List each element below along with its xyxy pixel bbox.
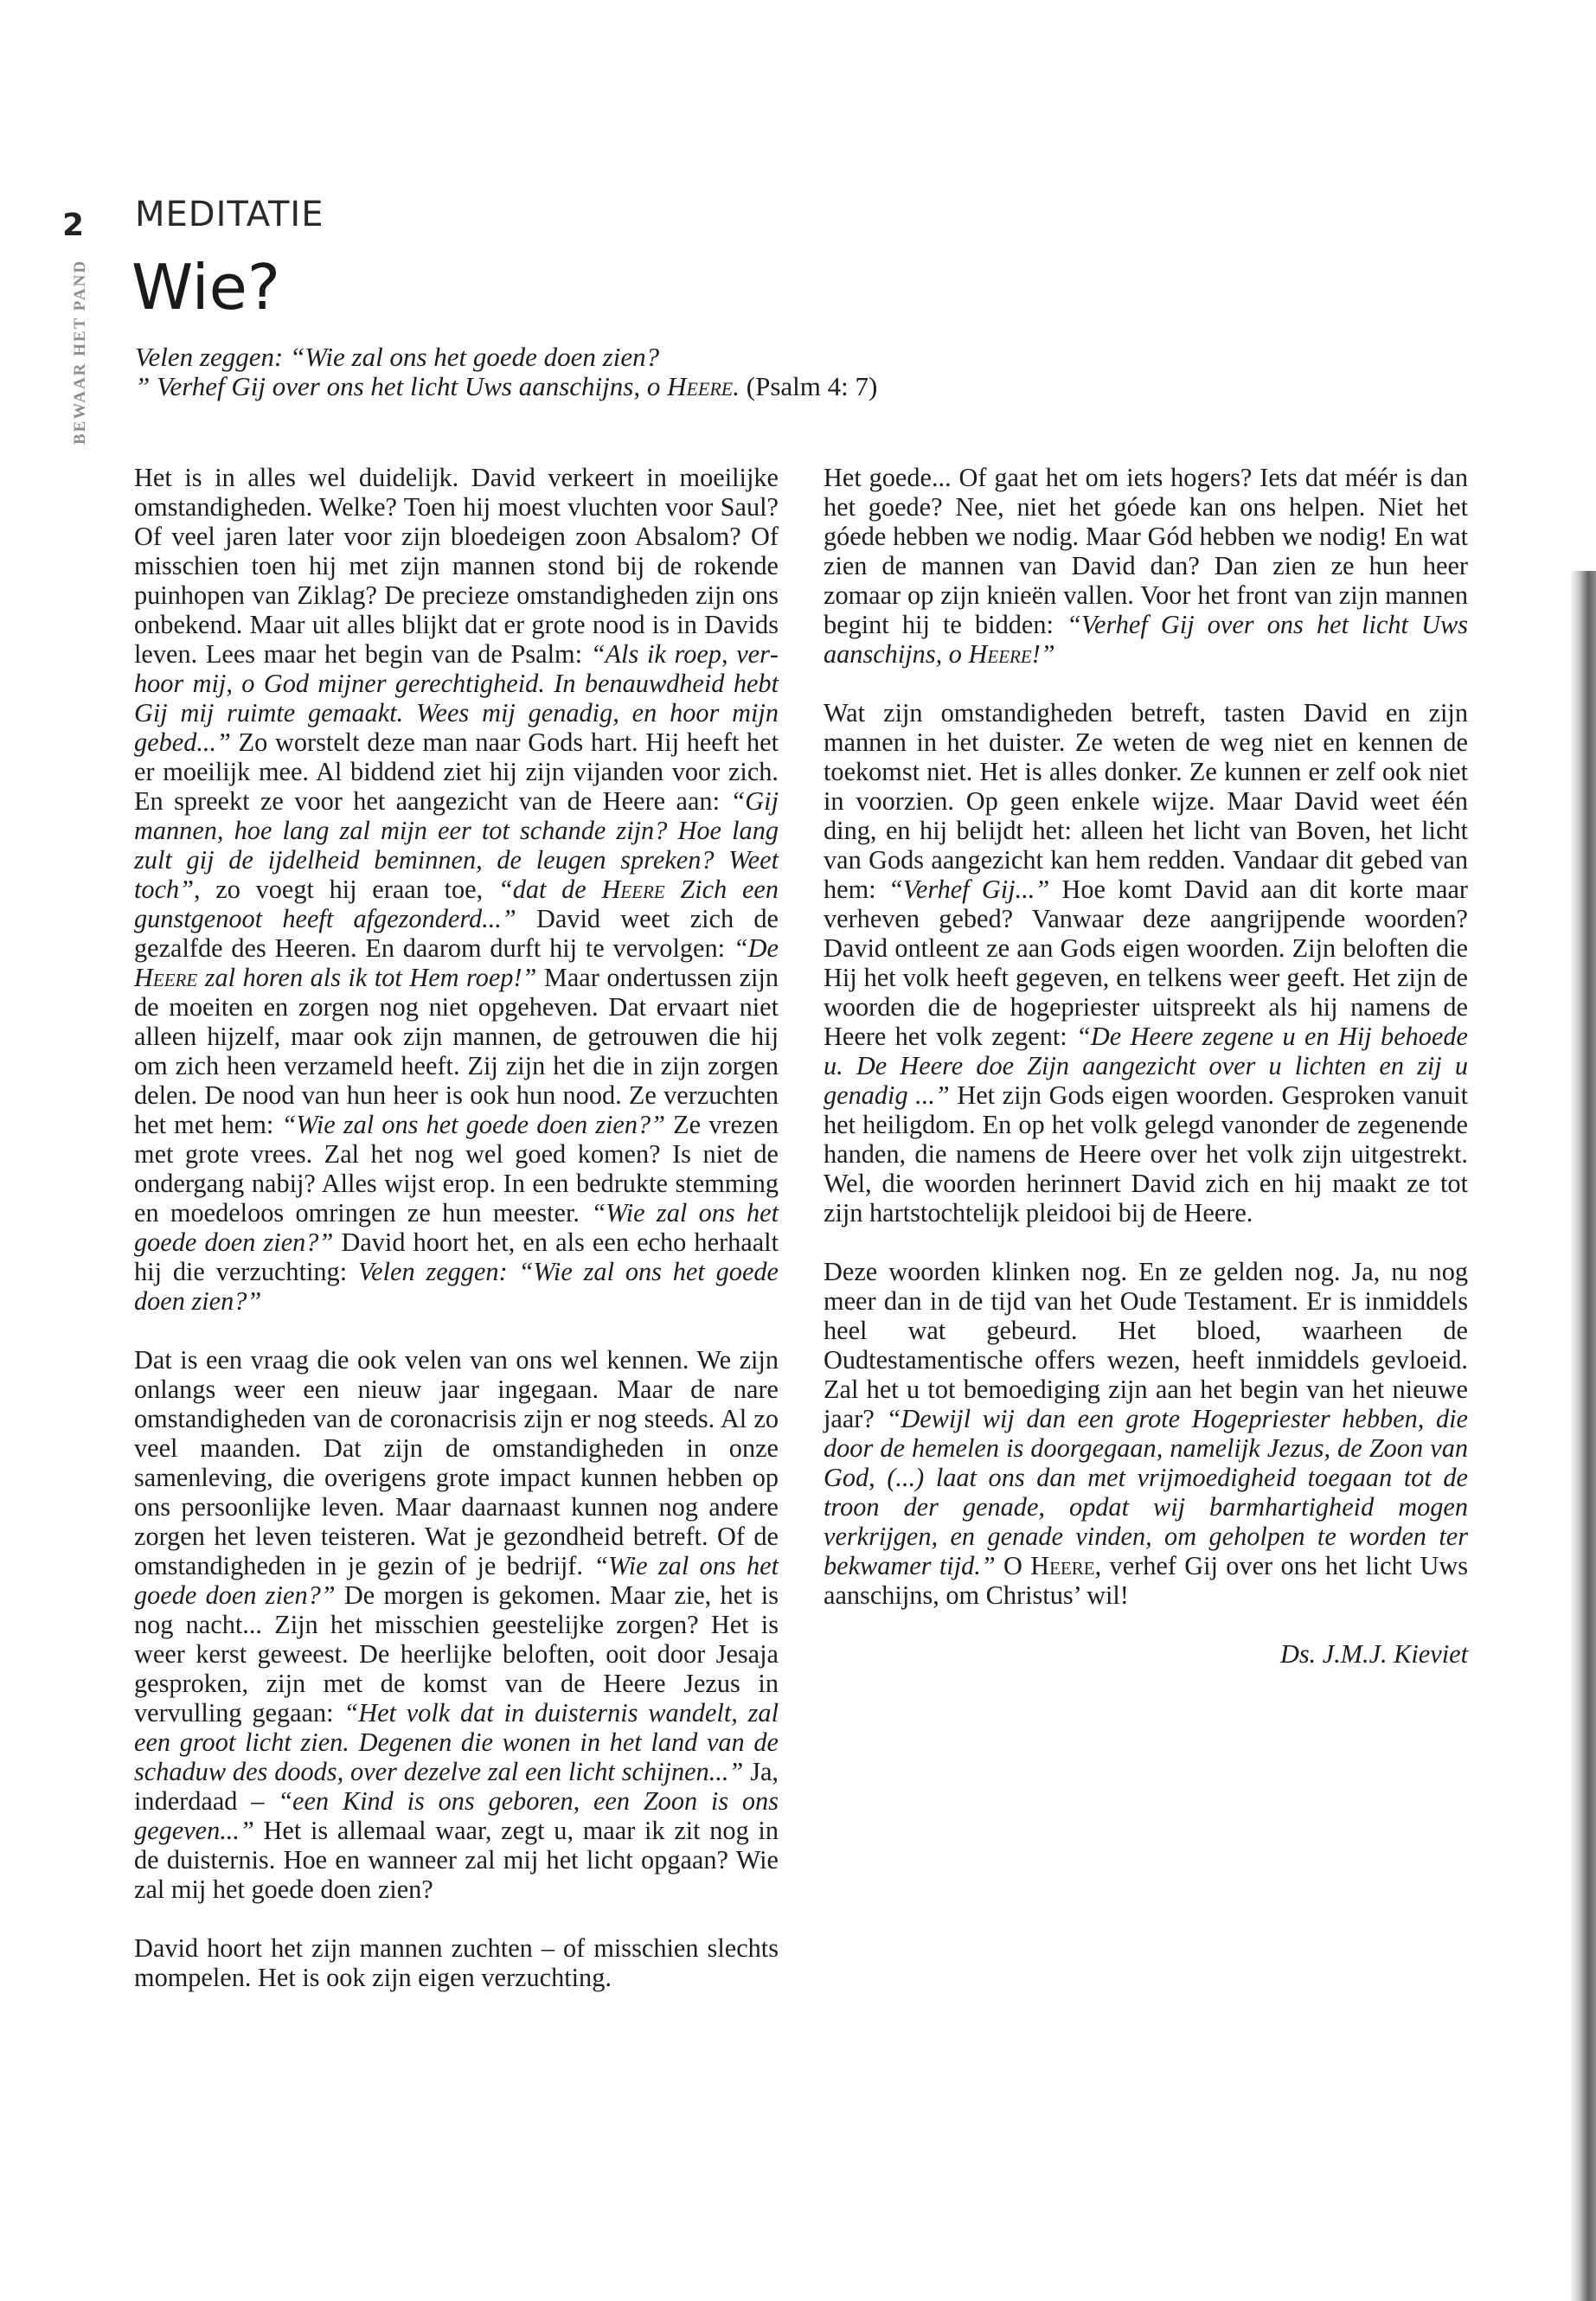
text-segment: “Het volk dat in duisternis wandelt, zal een groot licht zien. Degenen die wonen in het land van de schaduw des doods, over dezelve zal een licht schijnen...” — [134, 1698, 779, 1786]
text-segment: “een Kind is ons geboren, een Zoon is ons gegeven...” — [134, 1786, 779, 1845]
text-segment: Het is in alles wel duidelijk. David verkeert in moeilijke omstandigheden. Welke? Toen hij moest vluchten voor Saul? Of veel jaren later voor zijn bloedeigen zoon Absalom? Of misschien toen hij met zijn mannen stond bij de rokende puinhopen van Ziklag? De precieze omstandigheden zijn ons onbekend. Maar uit alles blijkt dat er grote nood is in Davids leven. Lees maar het begin van de Psalm: — [134, 463, 779, 669]
text-segment: “Gij mannen, hoe lang zal mijn eer tot schande zijn? Hoe lang zult gij de ijdelheid beminnen, de leugen spreken? Weet toch” — [134, 786, 779, 904]
text-segment: David hoort het zijn mannen zuchten – of misschien slechts mompelen. Het is ook zijn eigen verzuchting. — [134, 1933, 779, 1992]
text-segment: Velen zeggen: “Wie zal ons het goede doen zien?” — [134, 1257, 779, 1316]
text-segment: “Wie zal ons het goede doen zien?” — [281, 1110, 666, 1139]
text-segment: Wat zijn omstandigheden betreft, tasten David en zijn mannen in het duister. Ze weten de weg niet en kennen de toekomst niet. Het is alles donker. Ze kunnen er zelf ook niet in voorzien. Op geen enkele wijze. Maar David weet één ding, en hij belijdt het: alleen het licht van Boven, het licht van Gods aangezicht kan hem redden. Vandaar dit gebed van hem: — [824, 698, 1468, 904]
author-signature: Ds. J.M.J. Kieviet — [1279, 1639, 1468, 1669]
text-segment: Het goede... Of gaat het om iets hogers? Iets dat méér is dan het goede? Nee, niet het góede kan ons helpen. Niet het góede hebben we nodig. Maar Gód hebben we nodig! En wat zien de mannen van David dan? Dan zien ze hun heer zomaar op zijn knieën vallen. Voor het front van zijn mannen begint hij te bidden: — [824, 463, 1468, 639]
text-segment: Deze woorden klinken nog. En ze gelden nog. Ja, nu nog meer dan in de tijd van het Oude Testament. Er is inmiddels heel wat gebeurd. Het bloed, waarheen de Oudtestamentische offers wezen, heeft inmiddels gevloeid. Zal het u tot bemoediging zijn aan het begin van het nieuwe jaar? — [824, 1257, 1468, 1433]
text-segment: O — [995, 1551, 1031, 1580]
adjacent-photo-edge — [1570, 571, 1596, 2301]
text-segment: Heere — [601, 875, 665, 904]
paragraph — [824, 1257, 1468, 1610]
paragraph — [134, 1933, 779, 1992]
text-segment: “Wie zal ons het goede doen zien?” — [134, 1198, 779, 1257]
text-segment: David weet zich de gezalfde des Heeren. En daarom durft hij te vervolgen: — [134, 904, 779, 963]
article-column-right — [824, 463, 1468, 1669]
text-segment: De morgen is gekomen. Maar zie, het is nog nacht... Zijn het misschien geestelijke zorgen? Het is weer kerst geweest. De heerlijke beloften, ooit door Jesaja gesproken, zijn met de komst van de Heere Jezus in vervulling gegaan: — [134, 1580, 779, 1727]
page-number: 2 — [62, 208, 85, 243]
paragraph — [824, 463, 1468, 669]
text-segment: Zich een gunstgenoot heeft afgezonderd...” — [134, 875, 779, 933]
article-column-left — [134, 463, 779, 1992]
text-segment: Zo worstelt deze man naar Gods hart. Hij heeft het er moeilijk mee. Al biddend ziet hij zijn vijanden voor zich. En spreekt ze voor het aangezicht van de Heere aan: — [134, 727, 779, 816]
text-segment: Heere — [968, 639, 1032, 669]
text-segment: Maar ondertussen zijn de moeiten en zorgen nog niet opgeheven. Dat ervaart niet alleen hijzelf, maar ook zijn mannen, de getrouwen die hij om zich heen verzameld heeft. Zij zijn het die in zijn zorgen delen. De nood van hun heer is ook hun nood. Ze verzuchten het met hem: — [134, 963, 779, 1139]
text-segment: “Dewijl wij dan een grote Hogepriester hebben, die door de hemelen is doorgegaan, namelijk Jezus, de Zoon van God, (...) laat ons dan met vrijmoedigheid toegaan tot de troon der genade, opdat wij barmhartigheid mogen verkrijgen, en genade vinden, om geholpen te worden ter bekwamer tijd.” — [824, 1404, 1468, 1580]
paragraph — [824, 698, 1468, 1227]
publication-side-label: BEWAAR HET PAND — [71, 260, 89, 445]
epigraph — [135, 343, 1000, 401]
text-segment: Het is allemaal waar, zegt u, maar ik zit nog in de duisternis. Hoe en wanneer zal mij het licht opgaan? Wie zal mij het goede doen zien? — [134, 1816, 779, 1904]
epigraph-line-2: ” Verhef Gij over ons het licht Uws aanschijns, o Heere. (Psalm 4: 7) — [135, 371, 878, 401]
text-segment: Hoe komt David aan dit korte maar verheven gebed? Vanwaar deze aangrijpende woorden? David ontleent ze aan Gods eigen woorden. Zijn beloften die Hij het volk heeft gegeven, en telkens weer geeft. Het zijn de woorden die de hogepriester uitspreekt als hij namens de Heere het volk zegent: — [824, 875, 1468, 1051]
text-segment: “De Heere zegene u en Hij behoede u. De Heere doe Zijn aangezicht over u lichten en zij u genadig ...” — [824, 1022, 1468, 1110]
text-segment: David hoort het, en als een echo herhaalt hij die verzuchting: — [134, 1227, 779, 1286]
text-segment: “Wie zal ons het goede doen zien?” — [134, 1551, 779, 1610]
text-segment: “Verhef Gij...” — [888, 875, 1050, 904]
section-label: MEDITATIE — [135, 195, 324, 234]
text-segment: Dat is een vraag die ook velen van ons wel kennen. We zijn onlangs weer een nieuw jaar ingegaan. Maar de nare omstandigheden van de coronacrisis zijn er nog steeds. Al zo veel maanden. Dat zijn de omstandigheden in onze samenleving, die overigens grote impact kunnen hebben op ons persoonlijke leven. Maar daarnaast kunnen nog andere zorgen het leven teisteren. Wat je gezondheid betreft. Of de omstandigheden in je gezin of je bedrijf. — [134, 1345, 779, 1580]
text-segment: “De — [733, 933, 779, 963]
scripture-reference: (Psalm 4: 7) — [740, 371, 878, 401]
text-segment: Het zijn Gods eigen woorden. Gesproken vanuit het heiligdom. En op het volk gelegd vanonder de zegenende handen, die namens de Heere over het volk zijn uitgestrekt. Wel, die woorden herinnert David zich en hij maakt ze tot zijn hartstochtelijk pleidooi bij de Heere. — [824, 1080, 1468, 1227]
text-segment: “dat de — [497, 875, 602, 904]
text-segment: “Als ik roep, verhoor mij, o God mijner gerechtigheid. In benauwdheid hebt Gij mij ruimte gemaakt. Wees mij genadig, en hoor mijn gebed...” — [134, 639, 779, 757]
text-segment: Heere — [134, 963, 198, 992]
text-segment: zal horen als ik tot Hem roep!” — [197, 963, 537, 992]
text-segment: “Verhef Gij over ons het licht Uws aanschijns, o — [824, 610, 1468, 669]
epigraph-line-1: Velen zeggen: “Wie zal ons het goede doen zien? — [135, 342, 660, 372]
paragraph — [134, 1345, 779, 1904]
text-segment: Ja, inderdaad – — [134, 1757, 779, 1816]
text-segment: !” — [1031, 639, 1055, 669]
paragraph — [134, 463, 779, 1316]
article-title: Wie? — [131, 251, 281, 324]
text-segment: Ze vrezen met grote vrees. Zal het nog wel goed komen? Is niet de ondergang nabij? Alles wijst erop. In een bedrukte stemming en moedeloos omringen ze hun meester. — [134, 1110, 779, 1227]
text-segment: , zo voegt hij eraan toe, — [194, 875, 498, 904]
text-segment: Heere — [1030, 1551, 1095, 1580]
text-segment: , verhef Gij over ons het licht Uws aanschijns, om Christus’ wil! — [824, 1551, 1468, 1610]
